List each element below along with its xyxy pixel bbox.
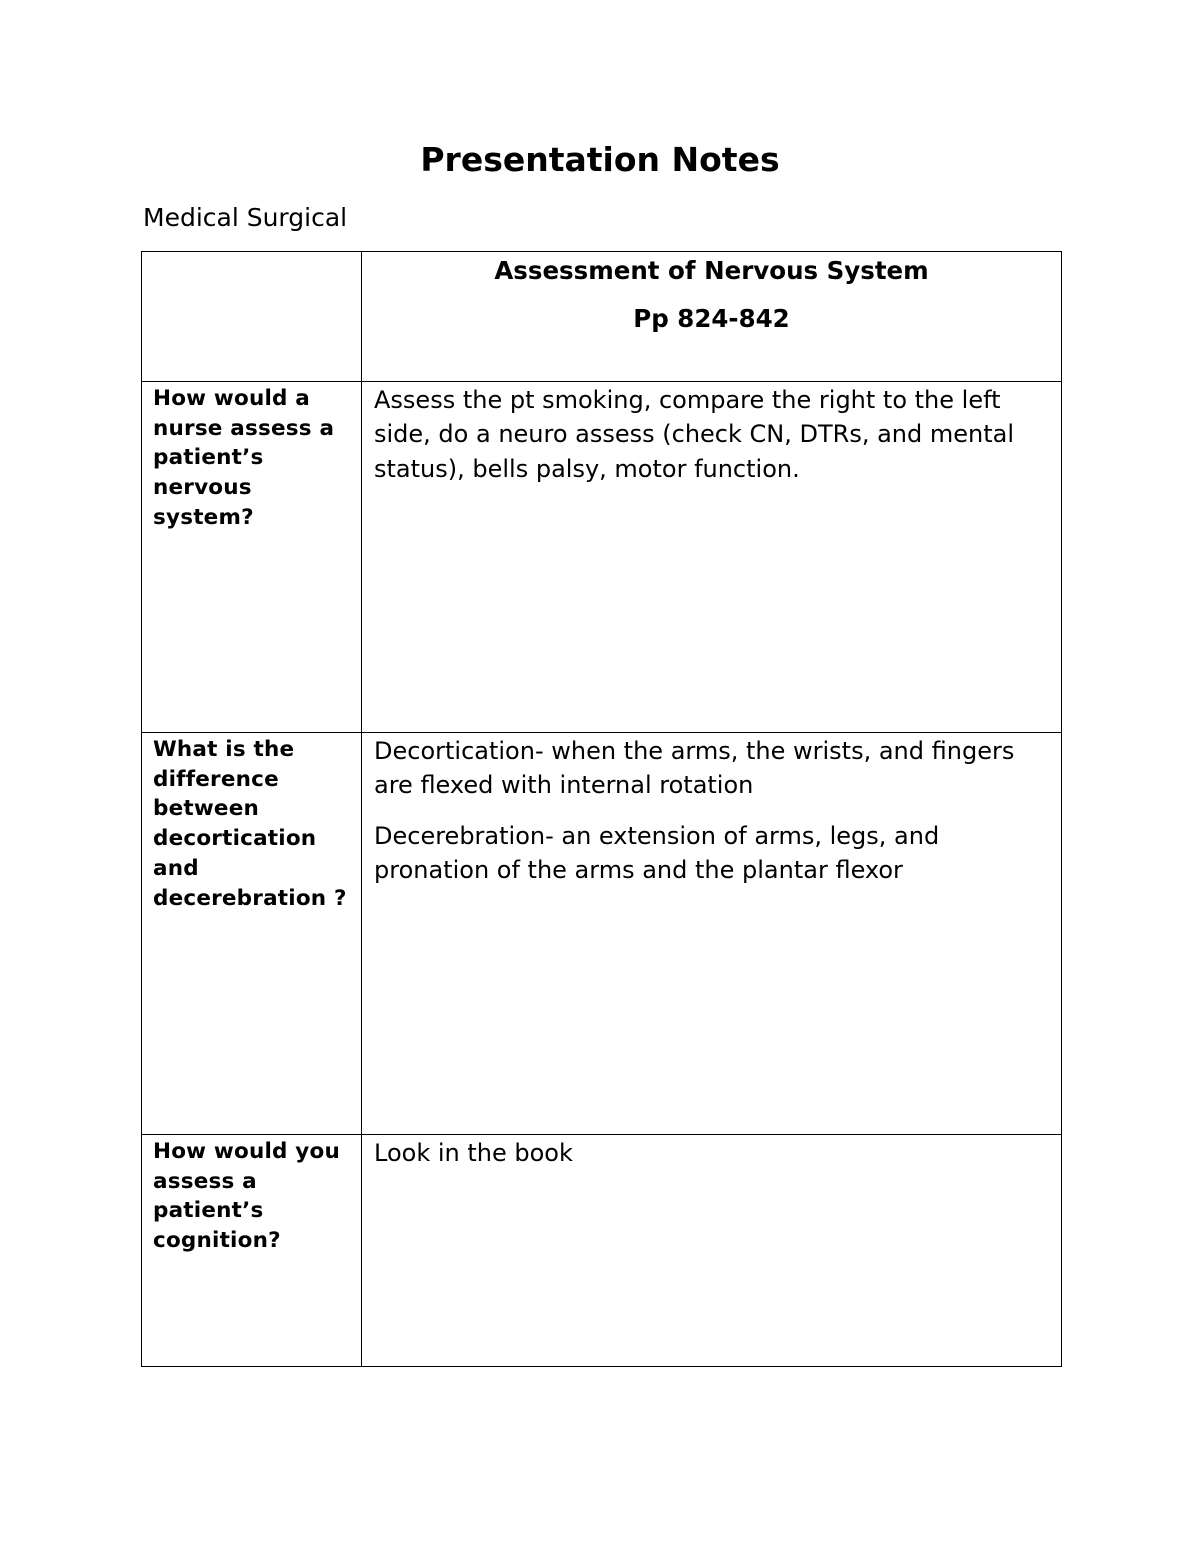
header-topic: Assessment of Nervous System bbox=[494, 256, 929, 285]
question-cell: How would you assess a patient’s cognition? bbox=[142, 1135, 362, 1367]
answer-paragraph: Look in the book bbox=[374, 1139, 573, 1167]
answer-paragraph: Assess the pt smoking, compare the right to the left side, do a neuro assess (check CN, DTRs, and mental status), bells palsy, motor function. bbox=[374, 386, 1014, 483]
page-title: Presentation Notes bbox=[420, 140, 780, 179]
answer-cell bbox=[362, 1135, 1062, 1367]
answer-cell bbox=[362, 382, 1062, 733]
table-row bbox=[142, 1135, 1062, 1367]
question-cell: How would a nurse assess a patient’s nervous system? bbox=[142, 382, 362, 733]
answer-paragraph: Decortication- when the arms, the wrists, and fingers are flexed with internal rotation bbox=[374, 737, 1015, 800]
header-topic-cell bbox=[362, 252, 1062, 382]
question-cell: What is the difference between decortication and decerebration ? bbox=[142, 733, 362, 1135]
notes-table bbox=[141, 251, 1062, 1367]
table-row bbox=[142, 382, 1062, 733]
table-row bbox=[142, 733, 1062, 1135]
course-subtitle: Medical Surgical bbox=[143, 203, 348, 232]
header-pages: Pp 824-842 bbox=[633, 304, 790, 333]
answer-paragraph: Decerebration- an extension of arms, legs, and pronation of the arms and the plantar flexor bbox=[374, 821, 940, 885]
answer-cell bbox=[362, 733, 1062, 1135]
table-header-row bbox=[142, 252, 1062, 382]
header-empty-cell bbox=[142, 252, 362, 382]
